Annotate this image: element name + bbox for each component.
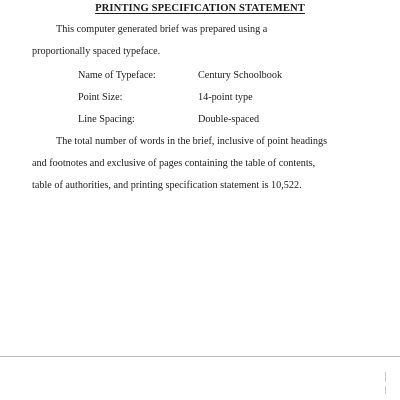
spec-label-typeface: Name of Typeface: [78, 70, 156, 81]
spec-label-line-spacing: Line Spacing: [78, 114, 135, 125]
margin-mark-upper [385, 372, 386, 382]
spec-label-point-size: Point Size: [78, 92, 123, 103]
spec-value-typeface: Century Schoolbook [198, 70, 283, 81]
intro-line-1: This computer generated brief was prepared using a [56, 24, 268, 35]
page-title: PRINTING SPECIFICATION STATEMENT [95, 3, 305, 14]
spec-value-point-size: 14-point type [198, 92, 253, 103]
intro-line-2: proportionally spaced typeface. [32, 46, 161, 57]
word-count-line-3: table of authorities, and printing specification statement is 10,522. [32, 180, 302, 191]
spec-value-line-spacing: Double-spaced [198, 114, 260, 125]
word-count-line-2: and footnotes and exclusive of pages containing the table of contents, [32, 158, 316, 169]
scan-edge-line [0, 356, 400, 357]
margin-mark-lower [385, 386, 386, 394]
word-count-line-1: The total number of words in the brief, inclusive of point headings [56, 136, 328, 147]
